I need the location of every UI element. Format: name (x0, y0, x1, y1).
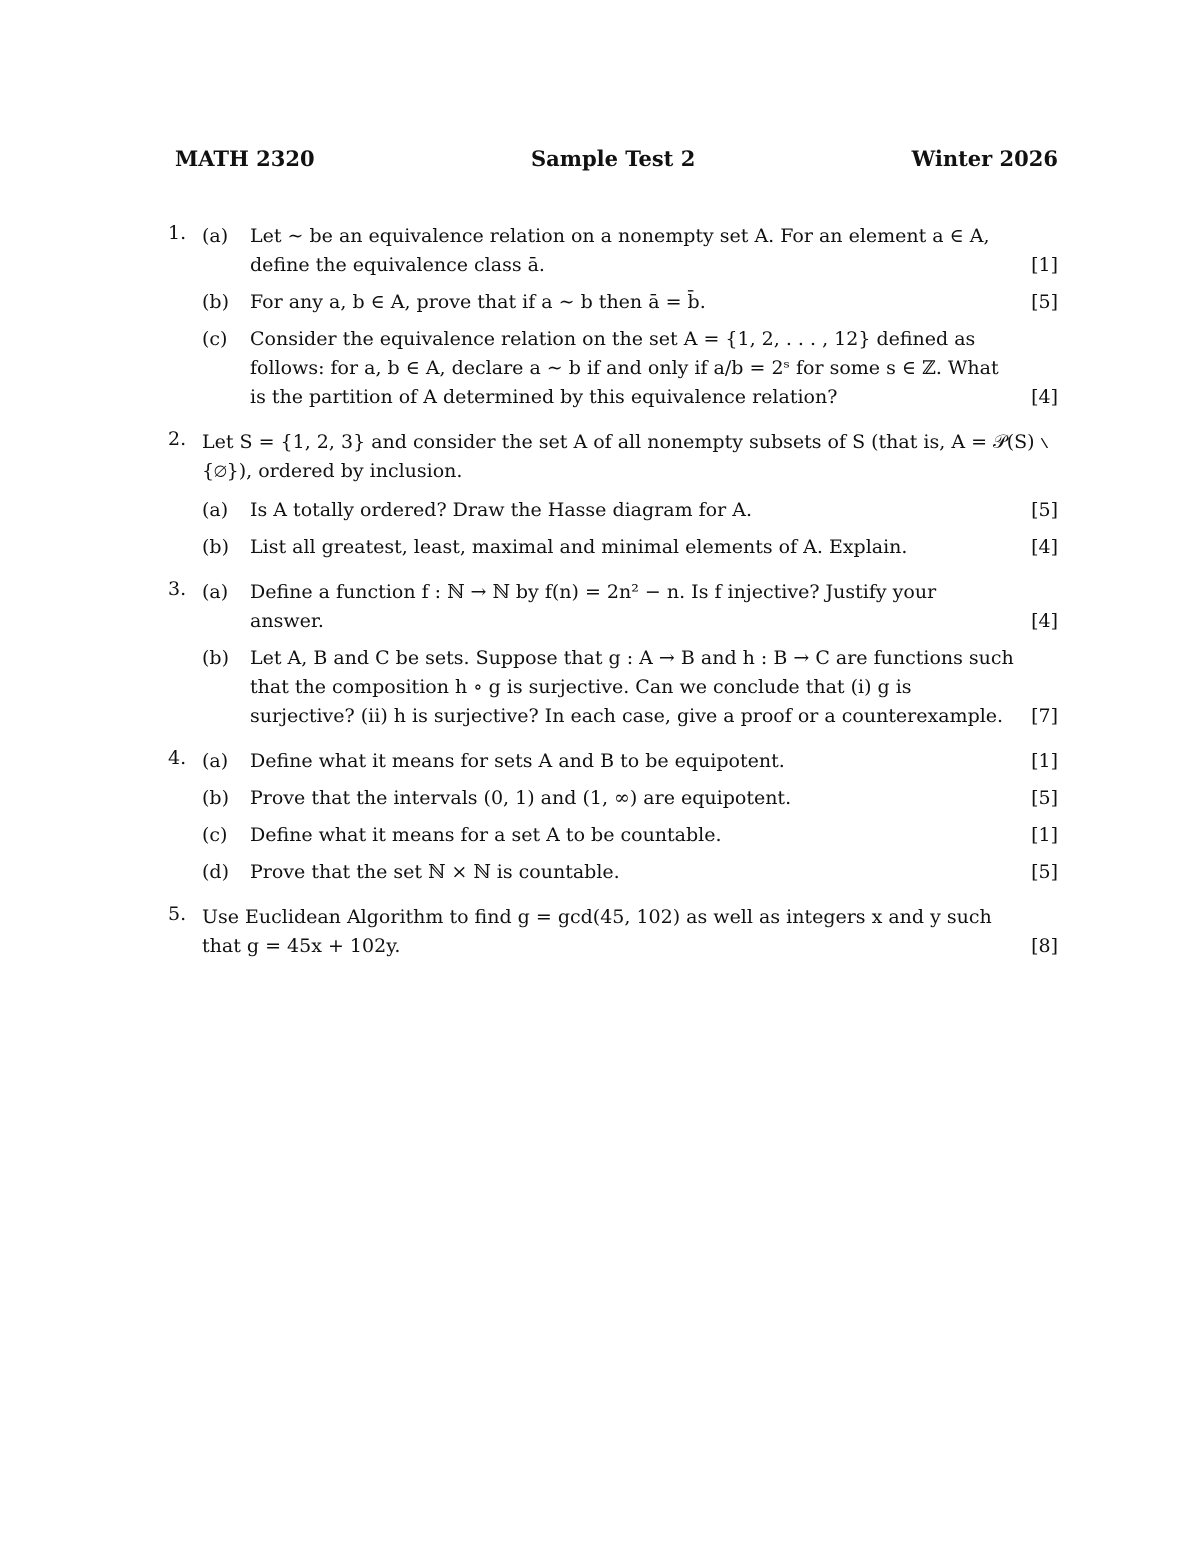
part-label: (a) (202, 499, 229, 521)
question-list (168, 222, 1058, 977)
part-mark: [5] (1031, 291, 1058, 313)
question-part (202, 288, 1058, 317)
question-intro: Let S = {1, 2, 3} and consider the set A of all nonempty subsets of S (that is, A = 𝒫(S) ∖ {∅}), ordered by inclusion. (202, 431, 1049, 482)
part-text: Prove that the set ℕ × ℕ is countable. (250, 861, 620, 883)
part-mark: [1] (1031, 254, 1058, 276)
course-code: MATH 2320 (175, 146, 315, 171)
part-label: (d) (202, 861, 229, 883)
part-text: For any a, b ∈ A, prove that if a ∼ b then ā = b̄. (250, 291, 706, 313)
question-part (202, 784, 1058, 813)
question-part (202, 496, 1058, 525)
part-mark: [1] (1031, 824, 1058, 846)
test-title: Sample Test 2 (530, 146, 696, 171)
part-text: Consider the equivalence relation on the set A = {1, 2, . . . , 12} defined as follows: for a, b ∈ A, declare a ∼ b if and only if a/b = 2ˢ for some s ∈ ℤ. What is the partition of A determined by this equivalence relation? (250, 328, 999, 408)
question-text: Use Euclidean Algorithm to find g = gcd(45, 102) as well as integers x and y such that g = 45x + 102y. (202, 906, 992, 957)
part-label: (a) (202, 581, 229, 603)
part-mark: [5] (1031, 787, 1058, 809)
part-mark: [4] (1031, 386, 1058, 408)
part-label: (a) (202, 225, 229, 247)
part-mark: [1] (1031, 750, 1058, 772)
question-4 (168, 747, 1058, 887)
question-part (202, 578, 1058, 636)
part-label: (a) (202, 750, 229, 772)
part-label: (b) (202, 536, 229, 558)
question-part (202, 644, 1058, 731)
question-part (202, 858, 1058, 887)
question-1 (168, 222, 1058, 412)
question-mark: [8] (1031, 935, 1058, 957)
part-text: Define what it means for sets A and B to be equipotent. (250, 750, 785, 772)
part-label: (b) (202, 787, 229, 809)
question-number: 5. (168, 903, 187, 925)
question-3 (168, 578, 1058, 731)
question-number: 2. (168, 428, 187, 450)
question-number: 1. (168, 222, 187, 244)
question-2 (168, 428, 1058, 562)
question-5 (168, 903, 1058, 961)
part-text: Define what it means for a set A to be countable. (250, 824, 722, 846)
question-part (202, 821, 1058, 850)
question-number: 3. (168, 578, 187, 600)
part-label: (b) (202, 291, 229, 313)
page-header (175, 146, 1058, 171)
question-part (202, 747, 1058, 776)
part-label: (c) (202, 824, 228, 846)
question-number: 4. (168, 747, 187, 769)
part-text: Prove that the intervals (0, 1) and (1, ∞) are equipotent. (250, 787, 792, 809)
part-mark: [7] (1031, 705, 1058, 727)
part-mark: [4] (1031, 610, 1058, 632)
part-text: Let ∼ be an equivalence relation on a nonempty set A. For an element a ∈ A, define the equivalence class ā. (250, 225, 990, 276)
part-label: (c) (202, 328, 228, 350)
part-text: List all greatest, least, maximal and minimal elements of A. Explain. (250, 536, 908, 558)
part-mark: [4] (1031, 536, 1058, 558)
part-text: Define a function f : ℕ → ℕ by f(n) = 2n² − n. Is f injective? Justify your answer. (250, 581, 937, 632)
part-mark: [5] (1031, 499, 1058, 521)
question-part (202, 325, 1058, 412)
part-mark: [5] (1031, 861, 1058, 883)
term: Winter 2026 (911, 146, 1058, 171)
part-text: Let A, B and C be sets. Suppose that g : A → B and h : B → C are functions such that the composition h ∘ g is surjective. Can we conclude that (i) g is surjective? (ii) h is surjective? In each case, give a proof or a counterexample. (250, 647, 1014, 727)
part-text: Is A totally ordered? Draw the Hasse diagram for A. (250, 499, 752, 521)
part-label: (b) (202, 647, 229, 669)
question-part (202, 222, 1058, 280)
question-part (202, 533, 1058, 562)
